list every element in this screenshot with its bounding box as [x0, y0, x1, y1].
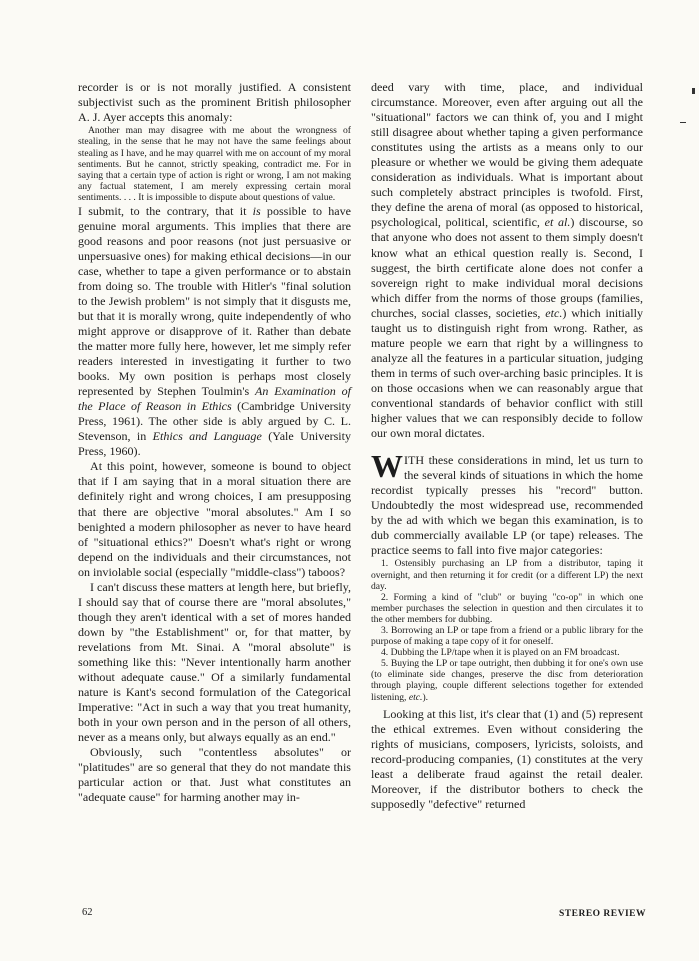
text-run: 5. Buying the LP or tape outright, then dubbing it for one's own use (to eliminate side changes, preserve the disc from deterioration through playing, couple different selections together for extended listening, — [371, 658, 643, 703]
text-run: ) which initially taught us to distinguish right from wrong. Rather, as mature people we earn that right by a willingness to analyze all the features in a particular situation, judging them in terms of such over-arching basic principles. It is on those occasions when we can reasonably argue that conventional standards of behavior conflict with still higher values that we can responsibly decide to follow our own moral dictates. — [371, 305, 643, 441]
text-run: (Cambridge University Press, 1961). The other side is ably argued by C. L. Stevenson, in — [78, 399, 351, 444]
magazine-name: STEREO REVIEW — [559, 909, 647, 919]
text-run: possible to have genuine moral arguments. This implies that there are good reasons and poor reasons (not just persuasive or unpersuasive ones) for making ethical decisions—in our case, whether to tape a given performance or to abstain from doing so. The trouble with Hitler's "final solution to the Jewish problem" is not simply that it disgusts me, but that it is morally wrong, quite independently of who might approve or disapprove of it. Rather than debate the matter more fully here, however, let me simply refer readers interested in investigating it further to two books. My own position is perhaps most closely represented by Stephen Toulmin's — [78, 203, 351, 399]
list-item: 1. Ostensibly purchasing an LP from a distributor, taping it overnight, and then returning it for credit (or a different LP) the next day. — [371, 558, 643, 592]
list-item: 4. Dubbing the LP/tape when it is played on an FM broadcast. — [381, 647, 620, 659]
list-item: 2. Forming a kind of "club" or buying "co-op" in which one member purchases the selection in question and then circulates it to the other members for dubbing. — [371, 591, 643, 625]
emphasis: et al. — [544, 215, 571, 230]
text-run: these considerations in mind, let us turn to the several kinds of situations in which the home recordist typically presses his "record" button. Undoubtedly the most widespread use, recommended by the ad with which we began this examination, is to dub commercially available LP (or tape) releases. The practice seems to fall into five major categories: — [371, 453, 643, 558]
paragraph: I can't discuss these matters at length here, but briefly, I should say that of course there are "moral absolutes," though they aren't identical with a set of mores handed down by "the Establishment" or, for that matter, by revelations from Mt. Sinai. A "moral absolute" is something like this: "Never intentionally harm another without adequate cause." Of a similarly fundamental nature is Kant's second formulation of the Categorical Imperative: "Act in such a way that you treat humanity, both in your own person and in the person of all others, never as a means only, but always equally as an end." — [78, 579, 351, 745]
paragraph: At this point, however, someone is bound to object that if I am saying that in a moral situation there are definitely right and wrong choices, I am presupposing that there are objective "moral absolutes." Am I so benighted a modern philosopher as never to have heard of "situational ethics?" Doesn't what's right or wrong depend on the individuals and their circumstances, not on inviolable social (especially "middle-class") taboos? — [78, 459, 351, 579]
page-number: 62 — [82, 907, 93, 918]
left-column — [78, 80, 351, 805]
emphasis: is — [252, 203, 261, 218]
emphasis: etc. — [408, 691, 423, 703]
list-item — [371, 658, 643, 702]
edge-mark — [680, 122, 686, 123]
edge-mark — [692, 88, 695, 94]
book-title: An Examination of the Place of Reason in Ethics — [78, 384, 352, 414]
text-run: (Yale University Press, 1960). — [78, 429, 351, 459]
emphasis: etc. — [545, 305, 563, 320]
paragraph — [78, 204, 351, 460]
text-run: deed vary with time, place, and individual circumstance. Moreover, even after arguing out all the "situational" factors we can think of, you and I might still disagree about whether taping a given performance constitutes using the artists as a means only to our pleasure or whether we would be giving them adequate consideration as individuals. What is important about such completely abstract principles is twofold. First, they define the arena of moral (as opposed to historical, psychological, political, scientific, — [371, 80, 643, 230]
book-title: Ethics and Language — [152, 429, 262, 444]
paragraph: recorder is or is not morally justified. A consistent subjectivist such as the prominent British philosopher A. J. Ayer accepts this anomaly: — [78, 80, 351, 125]
text-run: ) discourse, so that anyone who does not assent to them simply doesn't know what an ethical question really is. Second, I suggest, the birth certificate alone does not confer a sovereign right to make individual moral decisions which differ from the norms of those groups (families, churches, social classes, societies, — [371, 215, 643, 320]
text-run: I submit, to the contrary, that it — [78, 203, 253, 218]
block-quote: Another man may disagree with me about the wrongness of stealing, in the sense that he may not have the same feelings about stealing as I have, and he may quarrel with me on account of my moral sentiments. But he cannot, strictly speaking, contradict me. For in saying that a certain type of action is right or wrong, I am not making any factual statement, I am merely expressing certain moral sentiments. . . . It is impossible to dispute about questions of value. — [78, 125, 351, 204]
list-item: 3. Borrowing an LP or tape from a friend or a public library for the purpose of making a tape copy of it for oneself. — [371, 625, 643, 648]
paragraph: Obviously, such "contentless absolutes" or "platitudes" are so general that they do not mandate this particular action or that. Just what constitutes an "adequate cause" for harming another may in- — [78, 745, 351, 805]
right-column — [371, 80, 643, 812]
paragraph: Looking at this list, it's clear that (1) and (5) represent the ethical extremes. Even without considering the rights of musicians, composers, lyricists, soloists, and record-producing companies, (1) constitutes at the very least a deliberate fraud against the retail dealer. Moreover, if the distributor bothers to check the supposedly "defective" returned — [371, 706, 643, 811]
text-run: ). — [422, 691, 429, 703]
paragraph — [371, 80, 643, 441]
small-caps-run: ITH — [404, 453, 425, 468]
section-opening-paragraph — [371, 448, 643, 558]
drop-cap: W — [371, 448, 403, 485]
